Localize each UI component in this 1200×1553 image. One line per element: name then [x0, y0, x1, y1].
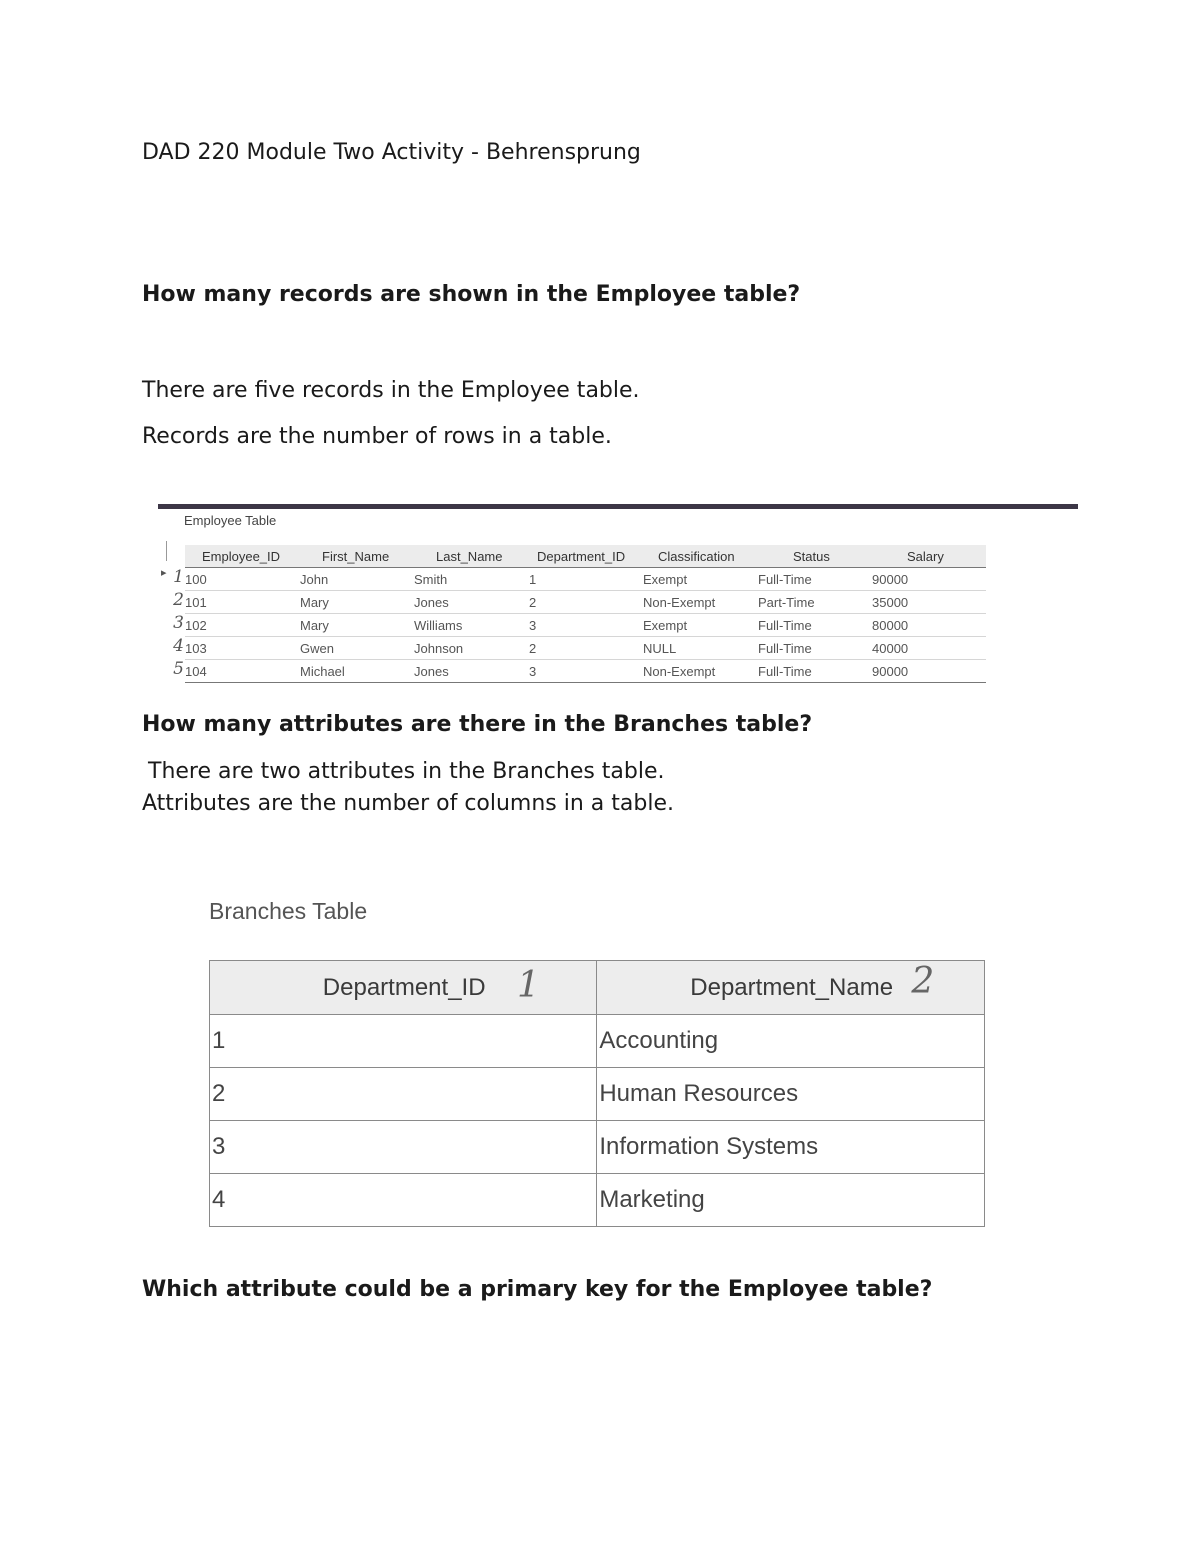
- document-title: DAD 220 Module Two Activity - Behrensprung: [142, 140, 641, 165]
- table-row: [185, 591, 986, 614]
- cell-department-name: Accounting: [597, 1015, 985, 1068]
- cell-classification: Non-Exempt: [643, 591, 758, 614]
- handwritten-row-number: 3: [173, 613, 184, 633]
- cell-first-name: Gwen: [300, 637, 414, 660]
- table-row: [210, 1068, 985, 1121]
- row-pointer-icon: ▸: [161, 566, 167, 579]
- column-header-department-id: Department_ID: [529, 545, 643, 568]
- cell-employee-id: 104: [185, 660, 300, 683]
- table-row: [210, 1015, 985, 1068]
- cell-department-id: 2: [529, 591, 643, 614]
- column-header-employee-id: Employee_ID: [185, 545, 300, 568]
- column-header-label: Department_ID: [322, 973, 486, 1001]
- handwritten-column-number: 1: [517, 965, 540, 1006]
- cell-last-name: Jones: [414, 660, 529, 683]
- handwritten-row-number: 4: [173, 636, 184, 656]
- branches-header-row: [210, 961, 985, 1015]
- table-row: [185, 637, 986, 660]
- cell-salary: 35000: [872, 591, 986, 614]
- question-records: How many records are shown in the Employee table?: [142, 282, 801, 307]
- answer-records-line-2: Records are the number of rows in a table.: [142, 424, 612, 449]
- employee-table: [185, 545, 986, 683]
- handwritten-row-number: 1: [173, 567, 184, 587]
- cell-status: Part-Time: [758, 591, 872, 614]
- cell-employee-id: 101: [185, 591, 300, 614]
- cell-employee-id: 102: [185, 614, 300, 637]
- answer-records-line-1: There are five records in the Employee table.: [142, 378, 640, 403]
- cell-last-name: Williams: [414, 614, 529, 637]
- cell-status: Full-Time: [758, 568, 872, 591]
- cell-first-name: Michael: [300, 660, 414, 683]
- cell-employee-id: 103: [185, 637, 300, 660]
- column-header-department-id: [210, 961, 597, 1015]
- handwritten-column-number: 2: [911, 961, 935, 1002]
- table-row: [185, 614, 986, 637]
- cell-department-name: Information Systems: [597, 1121, 985, 1174]
- employee-table-left-rule: [166, 541, 167, 561]
- cell-department-name: Human Resources: [597, 1068, 985, 1121]
- cell-department-id: 3: [210, 1121, 597, 1174]
- branches-table-caption: Branches Table: [209, 898, 368, 924]
- cell-department-id: 2: [210, 1068, 597, 1121]
- cell-first-name: Mary: [300, 591, 414, 614]
- cell-salary: 80000: [872, 614, 986, 637]
- cell-salary: 90000: [872, 568, 986, 591]
- cell-salary: 40000: [872, 637, 986, 660]
- column-header-salary: Salary: [872, 545, 986, 568]
- cell-department-name: Marketing: [597, 1174, 985, 1227]
- handwritten-row-number: 5: [173, 659, 184, 679]
- cell-classification: Non-Exempt: [643, 660, 758, 683]
- table-row: [185, 660, 986, 683]
- cell-department-id: 3: [529, 660, 643, 683]
- cell-classification: NULL: [643, 637, 758, 660]
- question-primary-key: Which attribute could be a primary key for the Employee table?: [142, 1277, 933, 1302]
- cell-last-name: Jones: [414, 591, 529, 614]
- employee-table-caption: Employee Table: [184, 513, 277, 528]
- cell-department-id: 4: [210, 1174, 597, 1227]
- cell-department-id: 1: [529, 568, 643, 591]
- cell-status: Full-Time: [758, 637, 872, 660]
- answer-attributes-line-2: Attributes are the number of columns in a table.: [142, 791, 674, 816]
- cell-first-name: Mary: [300, 614, 414, 637]
- cell-department-id: 2: [529, 637, 643, 660]
- cell-status: Full-Time: [758, 614, 872, 637]
- answer-attributes-line-1: There are two attributes in the Branches table.: [148, 759, 665, 784]
- cell-classification: Exempt: [643, 568, 758, 591]
- handwritten-row-number: 2: [173, 590, 184, 610]
- cell-last-name: Johnson: [414, 637, 529, 660]
- column-header-classification: Classification: [643, 545, 758, 568]
- table-row: [210, 1174, 985, 1227]
- cell-employee-id: 100: [185, 568, 300, 591]
- branches-table: [209, 960, 985, 1227]
- table-row: [210, 1121, 985, 1174]
- cell-department-id: 3: [529, 614, 643, 637]
- employee-header-row: [185, 545, 986, 568]
- cell-salary: 90000: [872, 660, 986, 683]
- column-header-status: Status: [758, 545, 872, 568]
- employee-table-top-rule: [158, 504, 1078, 509]
- cell-first-name: John: [300, 568, 414, 591]
- cell-status: Full-Time: [758, 660, 872, 683]
- column-header-department-name: [597, 961, 985, 1015]
- cell-classification: Exempt: [643, 614, 758, 637]
- column-header-label: Department_Name: [690, 973, 894, 1001]
- column-header-last-name: Last_Name: [414, 545, 529, 568]
- table-row: [185, 568, 986, 591]
- cell-department-id: 1: [210, 1015, 597, 1068]
- column-header-first-name: First_Name: [300, 545, 414, 568]
- cell-last-name: Smith: [414, 568, 529, 591]
- question-attributes: How many attributes are there in the Branches table?: [142, 712, 813, 737]
